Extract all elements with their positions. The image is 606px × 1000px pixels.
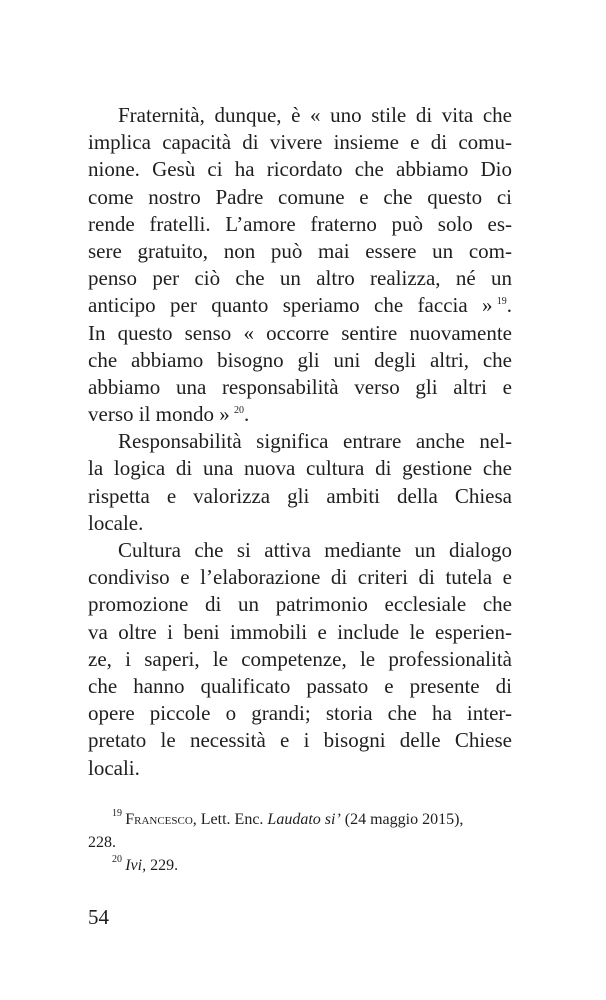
- text-line: sere gratuito, non può mai essere un com-: [88, 238, 512, 263]
- text-line: locali.: [88, 755, 140, 780]
- text-line: che hanno qualificato passato e presente di: [88, 673, 512, 698]
- footnote-19: [88, 808, 512, 831]
- footnote-author: Francesco: [125, 811, 193, 828]
- text-line: Cultura che si attiva mediante un dialogo: [118, 538, 512, 562]
- footnote-ref[interactable]: 20: [233, 405, 244, 417]
- punct: .: [243, 402, 250, 427]
- footnote-text: , Lett. Enc.: [192, 811, 268, 828]
- text-line: che abbiamo bisogno gli uni degli altri, che: [88, 347, 512, 372]
- footnote-19-continued: 228.: [88, 834, 116, 851]
- text-line: [88, 292, 512, 319]
- text-line: nione. Gesù ci ha ricordato che abbiamo Dio: [88, 157, 512, 182]
- text-line: implica capacità di vivere insieme e di comu-: [88, 130, 512, 155]
- text-line: Responsabilità significa entrare anche nel-: [118, 429, 512, 454]
- text-line: [88, 401, 512, 428]
- text-line: In questo senso « occorre sentire nuovamente: [88, 320, 512, 345]
- text-line: come nostro Padre comune e che questo ci: [88, 184, 512, 209]
- text: verso il mondo »: [88, 402, 230, 427]
- text-line: rende fratelli. L’amore fraterno può solo es-: [88, 211, 512, 236]
- footnotes: [88, 808, 512, 877]
- text-line: abbiamo una responsabilità verso gli altri e: [88, 374, 512, 399]
- text-line: pretato le necessità e i bisogni delle Chiese: [88, 728, 512, 753]
- footnote-number: 19: [112, 808, 122, 819]
- footnote-text: (24 maggio 2015),: [340, 811, 464, 828]
- footnote-ref[interactable]: 19: [496, 296, 507, 308]
- text-line: ze, i saperi, le competenze, le professionalità: [88, 646, 512, 671]
- text-line: la logica di una nuova cultura di gestione che: [88, 456, 512, 481]
- footnote-title: Laudato si’: [267, 811, 341, 828]
- text-line: condiviso e l’elaborazione di criteri di tutela e: [88, 565, 512, 590]
- text-line: opere piccole o grandi; storia che ha inter-: [88, 701, 512, 726]
- footnote-title: Ivi,: [125, 857, 147, 874]
- page-number: 54: [88, 905, 109, 929]
- text-line: promozione di un patrimonio ecclesiale che: [88, 592, 512, 617]
- punct: .: [506, 293, 512, 318]
- text-line: Fraternità, dunque, è « uno stile di vita che: [118, 103, 512, 127]
- body-text: [88, 102, 512, 782]
- footnote-number: 20: [112, 854, 122, 865]
- footnote-20: [88, 854, 512, 877]
- text-line: va oltre i beni immobili e include le esperien-: [88, 619, 512, 644]
- text-line: rispetta e valorizza gli ambiti della Chiesa: [88, 483, 512, 508]
- text: anticipo per quanto speriamo che faccia »: [88, 293, 493, 318]
- text-line: penso per ciò che un altro realizza, né un: [88, 266, 512, 291]
- footnote-text: 229.: [146, 857, 179, 874]
- text-line: locale.: [88, 510, 144, 535]
